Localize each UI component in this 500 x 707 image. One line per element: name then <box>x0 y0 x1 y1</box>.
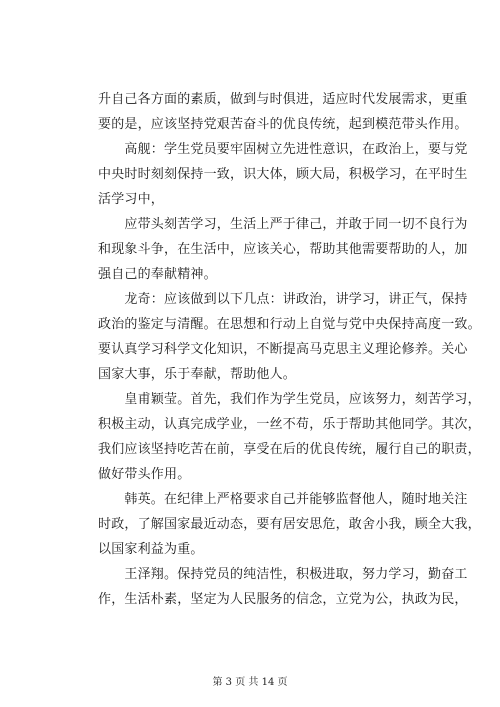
text-line: 王泽翔。保持党员的纯洁性，积极进取，努力学习，勤奋工 <box>98 567 468 582</box>
text-line: 时政，了解国家最近动态，要有居安思危，敢舍小我，顾全大我， <box>98 517 481 532</box>
text-line: 升自己各方面的素质，做到与时俱进，适应时代发展需求，更重 <box>98 92 468 107</box>
text-line: 活学习中， <box>98 192 165 207</box>
text-line: 政治的鉴定与清醒。在思想和行动上自觉与党中央保持高度一致。 <box>98 317 481 332</box>
text-line: 和现象斗争，在生活中，应该关心，帮助其他需要帮助的人，加 <box>98 242 468 257</box>
text-line: 应带头刻苦学习，生活上严于律己，并敢于同一切不良行为 <box>98 217 468 232</box>
page-number-footer: 第 3 页 共 14 页 <box>212 677 288 688</box>
text-line: 韩英。在纪律上严格要求自己并能够监督他人，随时地关注 <box>98 492 468 507</box>
text-line: 强自己的奉献精神。 <box>98 267 217 282</box>
document-body <box>98 87 481 612</box>
text-line: 高舰：学生党员要牢固树立先进性意识，在政治上，要与党 <box>98 142 468 157</box>
text-line: 国家大事，乐于奉献，帮助他人。 <box>98 367 297 382</box>
text-line: 皇甫颖莹。首先，我们作为学生党员，应该努力，刻苦学习， <box>98 392 481 407</box>
text-line: 作，生活朴素，坚定为人民服务的信念，立党为公，执政为民， <box>98 592 468 607</box>
text-line: 要的是，应该坚持党艰苦奋斗的优良传统，起到模范带头作用。 <box>98 117 468 132</box>
text-line: 龙奇：应该做到以下几点：讲政治，讲学习，讲正气，保持 <box>98 292 468 307</box>
text-line: 我们应该坚持吃苦在前，享受在后的优良传统，履行自己的职责， <box>98 442 481 457</box>
text-line: 以国家利益为重。 <box>98 542 204 557</box>
text-line: 积极主动，认真完成学业，一丝不苟，乐于帮助其他同学。其次， <box>98 417 481 432</box>
text-line: 中央时时刻刻保持一致，识大体，顾大局，积极学习，在平时生 <box>98 167 468 182</box>
text-line: 做好带头作用。 <box>98 467 191 482</box>
text-line: 要认真学习科学文化知识，不断提高马克思主义理论修养。关心 <box>98 342 468 357</box>
